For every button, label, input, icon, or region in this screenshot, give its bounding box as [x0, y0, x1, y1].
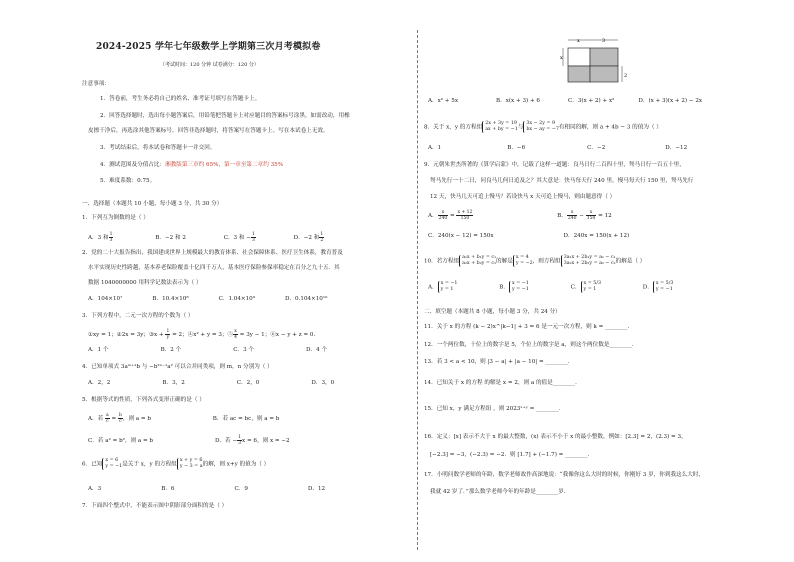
- q12: 12．一个两位数，十位上的数字是 5，个位上的数字是 a，则这个两位数是________．: [424, 342, 638, 348]
- q8-stem: 8．关于 x，y 的方程组 2x + 3y = 19 ax + by = −1 与 3x − 2y = 9 bx − ay = −7 有相同的解，则 a + 4b − 3 的值为（ ）: [424, 121, 662, 132]
- q16-line1: 16．定义：[x] 表示不大于 x 的最大整数，(x) 表示不小于 x 的最小整数，例如：[2.3] = 2，(2.3) = 3，: [424, 434, 687, 440]
- q2-line3: 数据 1040000000 用科学记数法表示为（ ）: [88, 280, 202, 286]
- note-2b: 皮擦干净后，再选涂其他答案标号。回答非选择题时，将答案写在答题卡上。写在本试卷上无效。: [88, 128, 329, 134]
- q8-options: A．1 B．−6 C．−2 D．−12: [428, 145, 688, 151]
- q1-stem: 1．下列互为倒数的是（ ）: [82, 215, 149, 221]
- q3-options: A．1 个 B．2 个 C．3 个 D．4 个: [88, 347, 328, 353]
- q2-line1: 2．党的二十大报告指出，我国建成世界上规模最大的教育体系、社会保障体系、医疗卫生体系，教育普及: [82, 250, 343, 256]
- q4-options: A．2，2 B．3，2 C．2，0 D．3，0: [88, 380, 335, 386]
- q4-stem: 4．已知单项式 3aᵐ⁺¹b 与 −b²ⁿ⁻¹a² 可以合并同类项，则 m，n 分别为（ ）: [82, 364, 273, 370]
- q5-options-cd: C．若 a² = b²，则 a = b D．若 − $\frac{1}{3}$ x = 6，则 x = −2: [88, 435, 290, 446]
- note-4: 4．测试范围及分值占比：湘教版第三章约 65%，第一章至第二章约 35%: [100, 162, 284, 168]
- q16-line2: [−2.3] = −3，(−2.3) = −2．则 [1.7] + (−1.7) = ________．: [430, 452, 594, 458]
- notes-heading: 注意事项：: [82, 81, 110, 87]
- q6-system-a: x = 6 y = −1: [102, 458, 122, 470]
- note-3: 3．考试结束后，将本试卷和答题卡一并交回。: [100, 145, 216, 151]
- fig-label-top-x: x: [577, 38, 580, 44]
- q10-system-1: a₁x + b₁y = c₁ a₂x + b₂y = c₂: [459, 255, 496, 267]
- q10-options: A． x = −1 y = 1 B． x = −1 y = −1 C． x = 5/3 y = 1 D． x = 5/3 y = −1: [428, 281, 674, 292]
- exam-subtitle: （考试时间：120 分钟 试卷满分：120 分）: [160, 62, 259, 68]
- q9-options-cd: C．240(x − 12) = 150x D．240x = 150(x + 12): [428, 233, 630, 239]
- q9-options-ab: A． $\frac{x}{240}$ = $\frac{x + 12}{150}$ B． $\frac{x}{240}$ − $\frac{x}{150}$ = 12: [428, 210, 612, 221]
- area-figure: [560, 34, 630, 92]
- q14: 14．已知关于 x 的方程 的解是 x = 2，则 a 的值是________．: [424, 380, 581, 386]
- q6-options: A．3 B．6 C．9 D．12: [88, 486, 326, 492]
- q13: 13．若 3 < a < 10，则 |3 − a| + |a − 10| = ________．: [424, 359, 574, 365]
- exam-title: 2024-2025 学年七年级数学上学期第三次月考模拟卷: [96, 42, 321, 52]
- q10-stem: 10．若方程组 a₁x + b₁y = c₁ a₂x + b₂y = c₂ 的解是 x = 4 y = −2 ，则方程组 3a₁x + 2b₁y = a₁ − c₁ 3a₂x + 2b₂y = a₂ − c₂ 的解是（ ）: [424, 255, 646, 266]
- q5-stem: 5．根据等式的性质，下列各式变形正确的是（ ）: [82, 397, 205, 403]
- note-2a: 2．回答选择题时，选出每小题答案后，用铅笔把答题卡上对应题目的答案标号涂黑。如需改动，用橡: [100, 113, 350, 119]
- q17-line1: 17．小明问数学老师的年龄，数学老师故作高深地说：“我像你这么大时的时候，你刚好 3 岁，你到我这么大时，: [424, 472, 705, 478]
- fig-label-top-3: 3: [602, 38, 606, 44]
- note-1: 1．答卷前，考生务必将自己的姓名、准考证号填写在答题卡上。: [100, 96, 261, 102]
- q9-line1: 9．元朝朱世杰所著的《算学启蒙》中，记载了这样一道题：良马日行二百四十里，驽马日行一百五十里，: [424, 162, 685, 168]
- q6-stem: 6．已知 x = 6 y = −1 是关于 x，y 的方程组 x + y = 6 y − 3 = a 的解，则 x+y 的值为（ ）: [82, 458, 270, 469]
- q7-options: A．x² + 5x B．x(x + 3) + 6 C．3(x + 2) + x² D．(x + 3)(x + 2) − 2x: [428, 98, 703, 104]
- q5-options-ab: A．若 $\frac{a}{c}$ = $\frac{b}{c}$ ，则 a = b B．若 ac = bc，则 a = b: [88, 413, 280, 424]
- q8-system-1: 2x + 3y = 19 ax + by = −1: [482, 121, 518, 133]
- section1-heading: 一、选择题（本题共 10 小题，每小题 3 分，共 30 分）: [82, 201, 223, 207]
- q10-system-2: x = 4 y = −2: [513, 255, 533, 267]
- column-divider: [417, 30, 418, 550]
- fig-label-side-x: x: [560, 55, 563, 61]
- q2-options: A．104×10⁷ B．10.4×10⁸ C．1.04×10⁹ D．0.104×10¹⁰: [88, 296, 328, 302]
- q6-system-b: x + y = 6 y − 3 = a: [177, 458, 203, 470]
- q11: 11．关于 x 的方程 (k − 2)x^|k−1| + 3 = 6 是一元一次方程，则 k = ________．: [424, 324, 634, 330]
- note-4-scope: 湘教版第三章约 65%，第一章至第二章约 35%: [165, 162, 284, 168]
- q3-list: ①xy = 1；②2x = 3y；③x + $\frac{1}{y}$ = 2；④x² + y = 3；⑤ $\frac{x}{4}$ = 3y − 1；⑥x − y + z = 0．: [88, 329, 320, 340]
- q8-system-2: 3x − 2y = 9 bx − ay = −7: [523, 121, 559, 133]
- note-5: 5．难度系数：0.75。: [100, 178, 156, 184]
- q3-stem: 3．下列方程中，二元一次方程的个数为（ ）: [82, 313, 194, 319]
- fig-label-side-2: 2: [624, 73, 628, 79]
- q7-stem: 7．下面四个整式中，不能表示图中阴影部分面积的是（ ）: [82, 503, 228, 509]
- q9-line2: 驽马先行一十二日，问良马几何日追及之？其大意是：快马每天行 240 里，慢马每天行 150 里，驽马先行: [430, 178, 694, 184]
- q2-line2: 水平实现历史性跨越，基本养老保险覆盖十亿四千万人，基本医疗保险参保率稳定在百分之九十五．其: [88, 265, 340, 271]
- q9-line3: 12 天，快马几天可追上慢马？若设快马 x 天可追上慢马，则由题意得（ ）: [430, 194, 616, 200]
- q10-system-3: 3a₁x + 2b₁y = a₁ − c₁ 3a₂x + 2b₂y = a₂ − c₂: [561, 255, 616, 267]
- section2-heading: 二、填空题（本题共 8 小题，每小题 3 分，共 24 分）: [424, 309, 561, 315]
- q17-line2: 我就 42 岁了．”那么数学老师今年的年龄是________岁．: [430, 489, 570, 495]
- q15: 15．已知 x，y 满足方程组 ，则 2023ˣ⁺ʸ = ________．: [424, 406, 565, 412]
- q1-options: A．3 和 $\frac{1}{3}$ B．−2 和 2 C．3 和 − $\frac{1}{3}$ D．−2 和 $\frac{1}{2}$: [88, 232, 324, 243]
